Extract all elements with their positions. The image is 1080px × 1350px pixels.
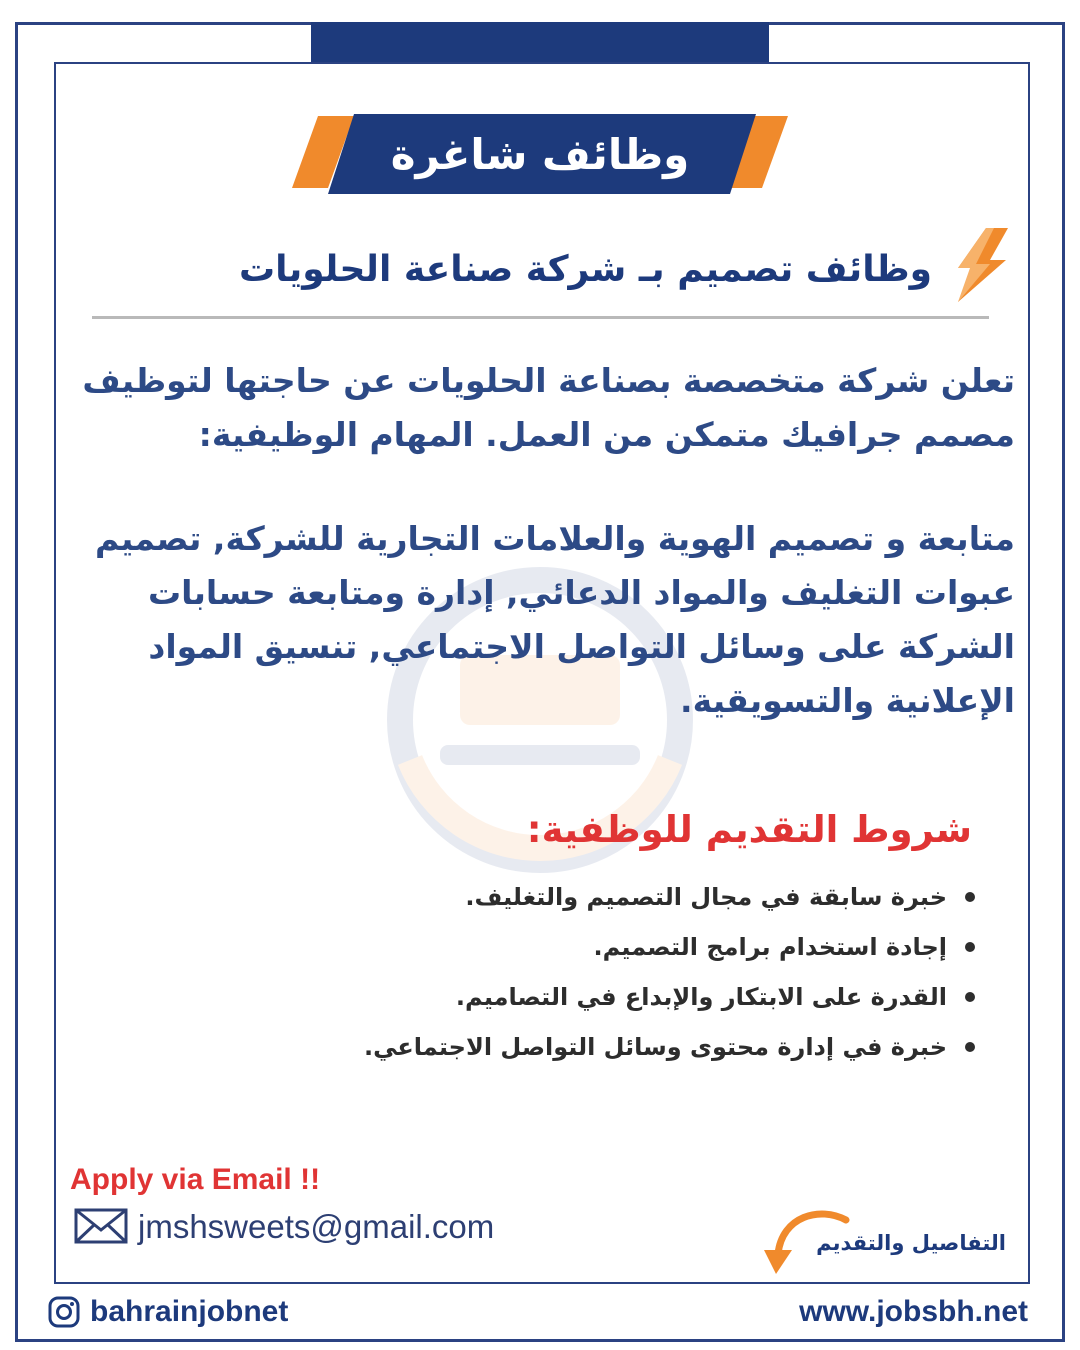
instagram-icon: [48, 1296, 80, 1328]
top-accent-bar: [311, 22, 769, 62]
details-apply-link[interactable]: [760, 1208, 1010, 1278]
instagram-handle[interactable]: bahrainjobnet: [90, 1295, 289, 1328]
bullet-icon: [965, 892, 975, 902]
bullet-icon: [965, 992, 975, 1002]
details-apply-label[interactable]: التفاصيل والتقديم: [816, 1231, 1006, 1255]
list-item: إجادة استخدام برامج التصميم.: [360, 922, 975, 972]
apply-label: Apply via Email !!: [70, 1163, 321, 1196]
divider: [92, 316, 989, 319]
bullet-icon: [965, 942, 975, 952]
banner-title: وظائف شاغرة: [390, 130, 690, 179]
duties-paragraph: متابعة و تصميم الهوية والعلامات التجارية للشركة, تصميم عبوات التغليف والمواد الدعائي, إدارة ومتابعة حسابات الشركة على وسائل التواصل الاجتماعي, تنسيق المواد الإعلانية والتسويقية.: [95, 519, 1015, 720]
lightning-bolt-icon: [946, 226, 1010, 304]
conditions-title: شروط التقديم للوظفية:: [526, 808, 972, 851]
headline-row: [90, 226, 1010, 306]
conditions-list: [360, 872, 975, 1072]
email-address[interactable]: jmshsweets@gmail.com: [138, 1208, 495, 1245]
list-item: خبرة سابقة في مجال التصميم والتغليف.: [360, 872, 975, 922]
website-link[interactable]: www.jobsbh.net: [799, 1295, 1028, 1328]
job-headline: وظائف تصميم بـ شركة صناعة الحلويات: [239, 249, 932, 290]
envelope-icon: [74, 1208, 128, 1244]
bullet-icon: [965, 1042, 975, 1052]
intro-paragraph: تعلن شركة متخصصة بصناعة الحلويات عن حاجتها لتوظيف مصمم جرافيك متمكن من العمل. المهام الوظيفية:: [82, 361, 1015, 454]
list-item: خبرة في إدارة محتوى وسائل التواصل الاجتماعي.: [360, 1022, 975, 1072]
list-item: القدرة على الابتكار والإبداع في التصاميم.: [360, 972, 975, 1022]
header-banner: [290, 112, 790, 196]
